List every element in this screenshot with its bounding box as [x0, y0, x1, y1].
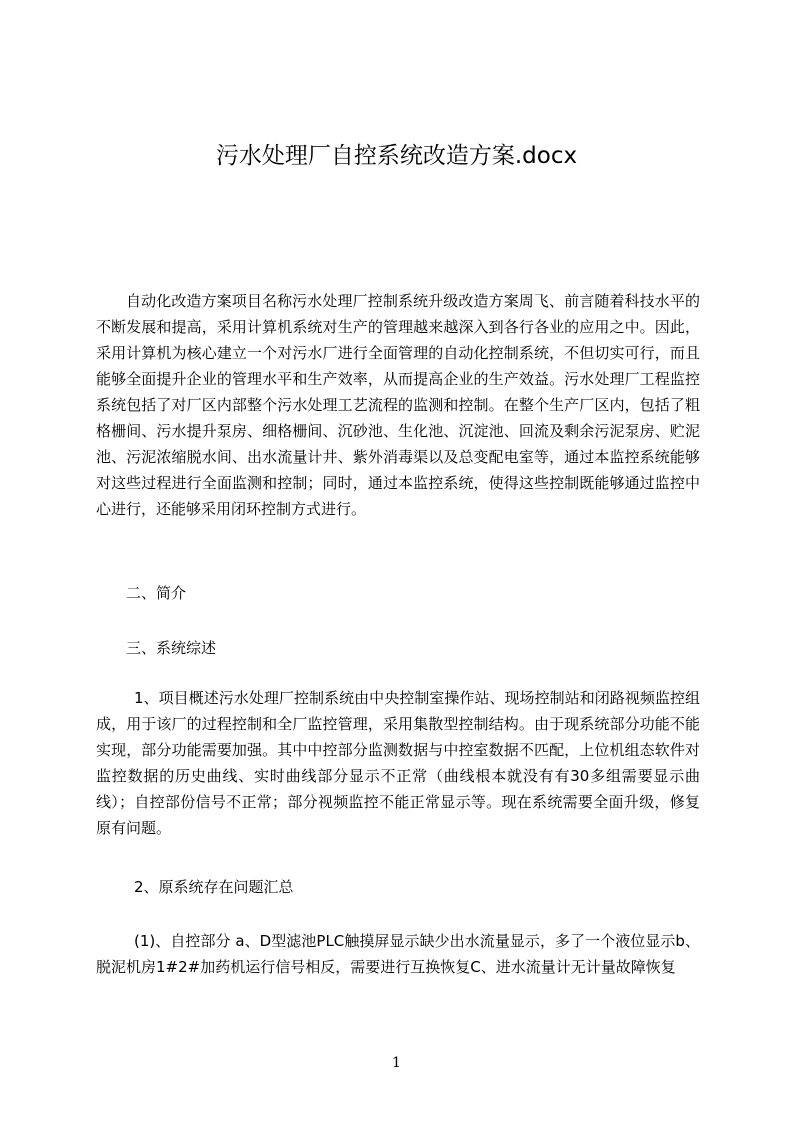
section-heading-system-overview: 三、系统综述 — [126, 639, 217, 657]
existing-issues-heading: 2、原系统存在问题汇总 — [134, 878, 294, 896]
project-overview-paragraph: 1、项目概述污水处理厂控制系统由中央控制室操作站、现场控制站和闭路视频监控组成，用于该厂的过程控制和全厂监控管理，采用集散型控制结构。由于现系统部分功能不能实现，部分功能需要加强。其中中控部分监测数据与中控室数据不匹配，上位机组态软件对监控数据的历史曲线、实时曲线部分显示不正常（曲线根本就没有有30多组需要显示曲线）；自控部份信号不正常；部分视频监控不能正常显示等。现在系统需要全面升级，修复原有问题。 — [96, 689, 700, 837]
document-title: 污水处理厂自控系统改造方案.docx — [215, 143, 578, 169]
section-heading-introduction: 二、简介 — [126, 584, 187, 602]
control-issues-paragraph: (1)、自控部分 a、D型滤池PLC触摸屏显示缺少出水流量显示，多了一个液位显示b、脱泥机房1#2#加药机运行信号相反，需要进行互换恢复C、进水流量计无计量故障恢复 — [96, 932, 700, 976]
intro-paragraph: 自动化改造方案项目名称污水处理厂控制系统升级改造方案周飞、前言随着科技水平的不断发展和提高，采用计算机系统对生产的管理越来越深入到各行各业的应用之中。因此，采用计算机为核心建立一个对污水厂进行全面管理的自动化控制系统，不但切实可行，而且能够全面提升企业的管理水平和生产效率，从而提高企业的生产效益。污水处理厂工程监控系统包括了对厂区内部整个污水处理工艺流程的监测和控制。在整个生产厂区内，包括了粗格栅间、污水提升泵房、细格栅间、沉砂池、生化池、沉淀池、回流及剩余污泥泵房、贮泥池、污泥浓缩脱水间、出水流量计井、紫外消毒渠以及总变配电室等，通过本监控系统能够对这些过程进行全面监测和控制；同时，通过本监控系统，使得这些控制既能够通过监控中心进行，还能够采用闭环控制方式进行。 — [96, 292, 700, 518]
page-number: 1 — [392, 1055, 401, 1071]
